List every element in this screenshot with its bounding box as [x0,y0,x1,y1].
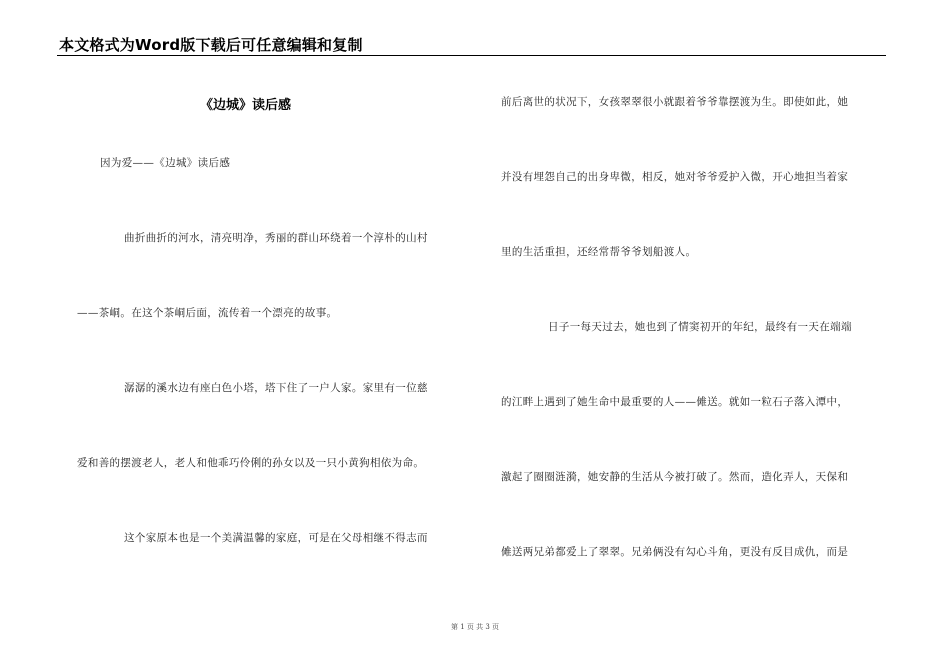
document-header: 本文格式为Word版下载后可任意编辑和复制 [59,36,363,54]
text-line: 这个家原本也是一个美满温馨的家庭，可是在父母相继不得志而 [124,532,428,544]
text-line: ——茶峒。在这个茶峒后面，流传着一个漂亮的故事。 [77,307,338,319]
text-line: 并没有埋怨自己的出身卑微，相反，她对爷爷爱护入微，开心地担当着家 [501,171,849,183]
text-line: 激起了圈圈涟漪，她安静的生活从今被打破了。然而，造化弄人，天保和 [501,471,849,483]
document-title: 《边城》读后感 [200,98,292,113]
text-line: 前后离世的状况下，女孩翠翠很小就跟着爷爷靠摆渡为生。即使如此，她 [501,96,849,108]
text-line: 傩送两兄弟都爱上了翠翠。兄弟俩没有勾心斗角，更没有反目成仇，而是 [501,546,849,558]
text-line: 因为爱——《边城》读后感 [100,157,231,169]
text-line: 的江畔上遇到了她生命中最重要的人——傩送。就如一粒石子落入潭中， [501,396,849,408]
text-line: 日子一每天过去，她也到了情窦初开的年纪，最终有一天在端端 [548,321,852,333]
text-line: 爱和善的摆渡老人，老人和他乖巧伶俐的孙女以及一只小黄狗相依为命。 [77,457,425,469]
text-line: 潺潺的溪水边有座白色小塔，塔下住了一户人家。家里有一位慈 [124,382,428,394]
text-line: 曲折曲折的河水，清亮明净，秀丽的群山环绕着一个淳朴的山村 [124,232,428,244]
page-number: 第 1 页 共 3 页 [450,623,500,631]
header-divider [57,55,886,56]
text-line: 里的生活重担，还经常帮爷爷划船渡人。 [501,246,697,258]
